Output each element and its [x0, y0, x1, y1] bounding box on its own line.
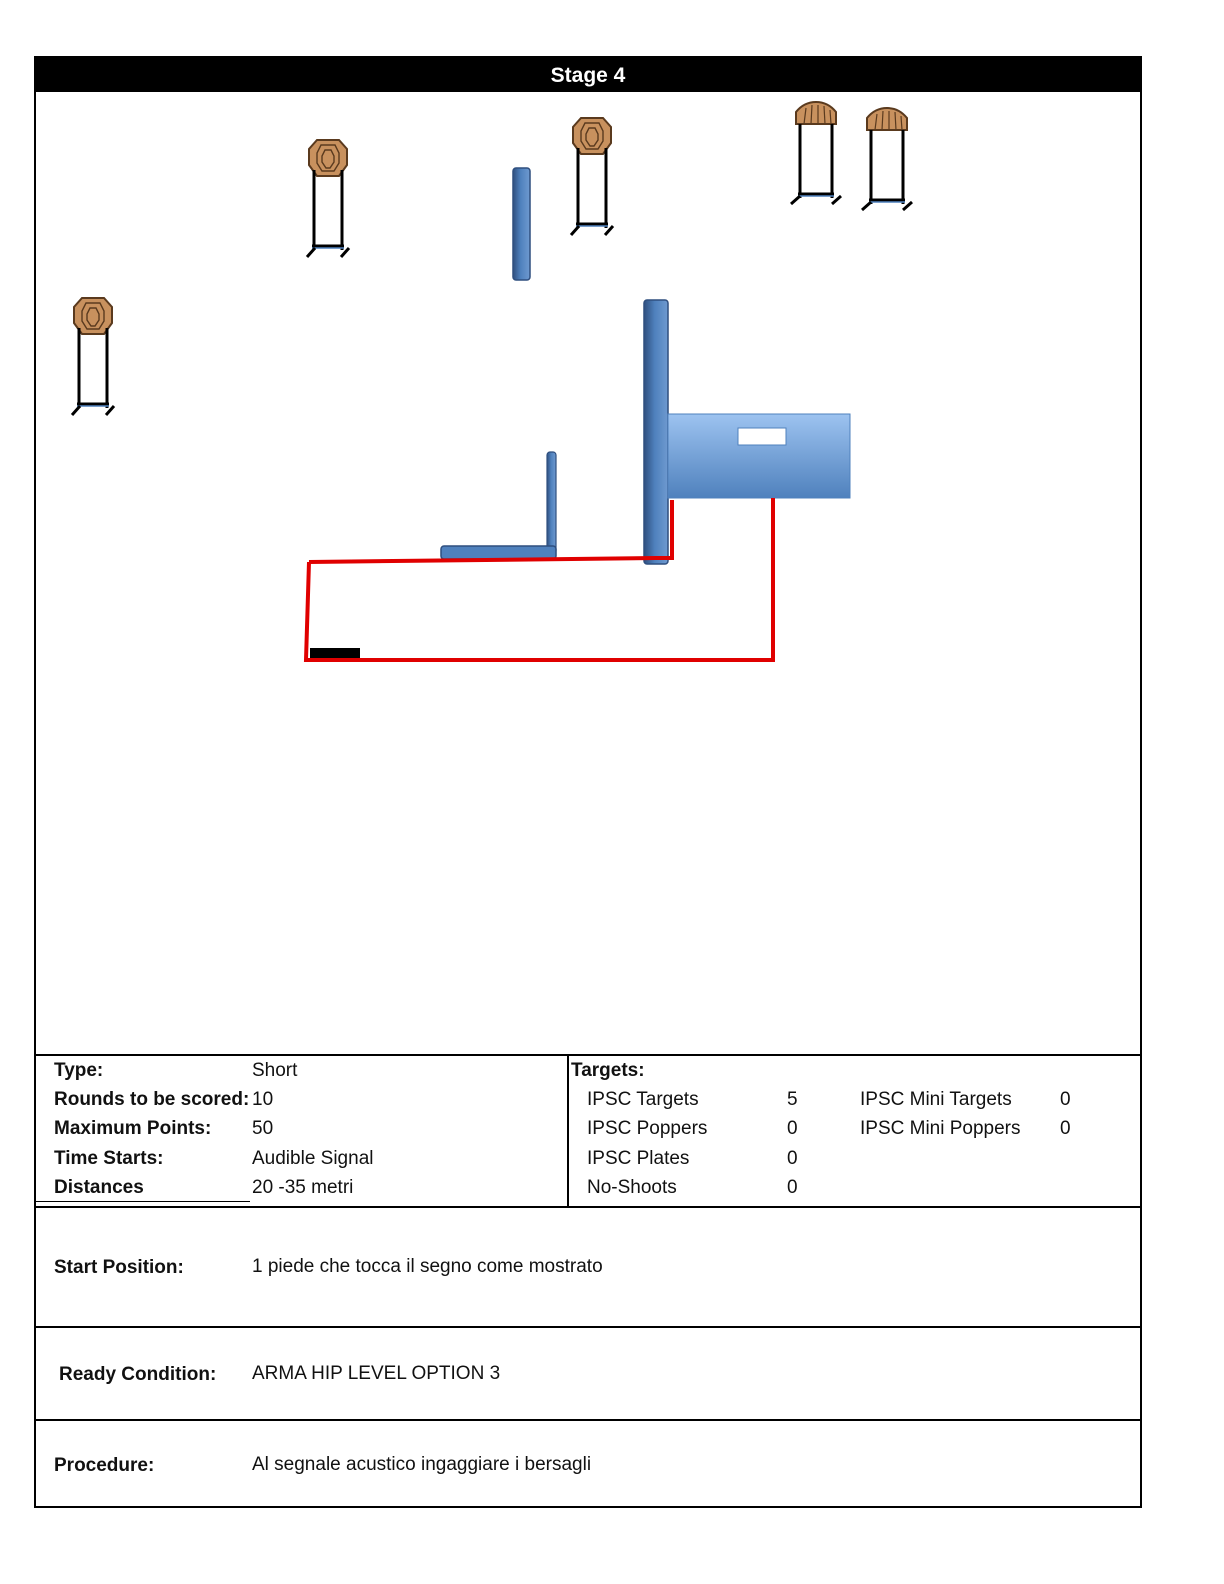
divider-details-middle	[567, 1056, 569, 1206]
ready-condition-label: Ready Condition:	[59, 1364, 217, 1385]
shelter-structure	[668, 414, 850, 498]
ipsc-target-1	[307, 140, 349, 257]
max-points-value: 50	[252, 1118, 274, 1139]
target-row-count: 0	[787, 1118, 798, 1139]
target-row-name: IPSC Targets	[587, 1089, 699, 1110]
mini-target-row-count: 0	[1060, 1118, 1071, 1139]
target-row-count: 0	[787, 1177, 798, 1198]
mini-target-row-name: IPSC Mini Targets	[860, 1089, 1012, 1110]
divider-procedure	[36, 1419, 1140, 1421]
target-row-name: IPSC Poppers	[587, 1118, 708, 1139]
time-starts-label: Time Starts:	[54, 1148, 164, 1169]
mini-target-row-count: 0	[1060, 1089, 1071, 1110]
rounds-value: 10	[252, 1089, 274, 1110]
divider-start-position	[36, 1206, 1140, 1208]
start-position-value: 1 piede che tocca il segno come mostrato	[252, 1256, 603, 1277]
stage-sheet	[34, 56, 1142, 1508]
shelter-window	[738, 428, 786, 445]
max-points-label: Maximum Points:	[54, 1118, 212, 1139]
stage-diagram	[36, 92, 1140, 1056]
distances-label: Distances	[54, 1177, 144, 1198]
type-label: Type:	[54, 1060, 104, 1081]
target-row-name: IPSC Plates	[587, 1148, 690, 1169]
type-value: Short	[252, 1060, 298, 1081]
start-position-mark	[310, 648, 360, 658]
divider-ready-condition	[36, 1326, 1140, 1328]
divider-details-top	[36, 1054, 1140, 1056]
ipsc-target-2	[571, 118, 613, 235]
procedure-label: Procedure:	[54, 1455, 155, 1476]
distances-underline	[36, 1201, 250, 1202]
ipsc-target-4	[862, 108, 912, 210]
targets-heading: Targets:	[571, 1060, 645, 1081]
wall-tall	[644, 300, 668, 564]
target-row-count: 0	[787, 1148, 798, 1169]
time-starts-value: Audible Signal	[252, 1148, 374, 1169]
ipsc-target-3	[791, 102, 841, 204]
rounds-label: Rounds to be scored:	[54, 1089, 250, 1110]
target-row-count: 5	[787, 1089, 798, 1110]
procedure-value: Al segnale acustico ingaggiare i bersagli	[252, 1454, 592, 1475]
start-position-label: Start Position:	[54, 1257, 184, 1278]
distances-value: 20 -35 metri	[252, 1177, 354, 1198]
ipsc-target-5	[72, 298, 114, 415]
ready-condition-value: ARMA HIP LEVEL OPTION 3	[252, 1363, 501, 1384]
wall-standalone	[513, 168, 530, 280]
target-row-name: No-Shoots	[587, 1177, 677, 1198]
wall-short-horizontal	[441, 546, 556, 559]
fault-line-lower	[306, 498, 773, 660]
mini-target-row-name: IPSC Mini Poppers	[860, 1118, 1021, 1139]
wall-short-vertical	[547, 452, 556, 554]
stage-title: Stage 4	[36, 58, 1140, 92]
